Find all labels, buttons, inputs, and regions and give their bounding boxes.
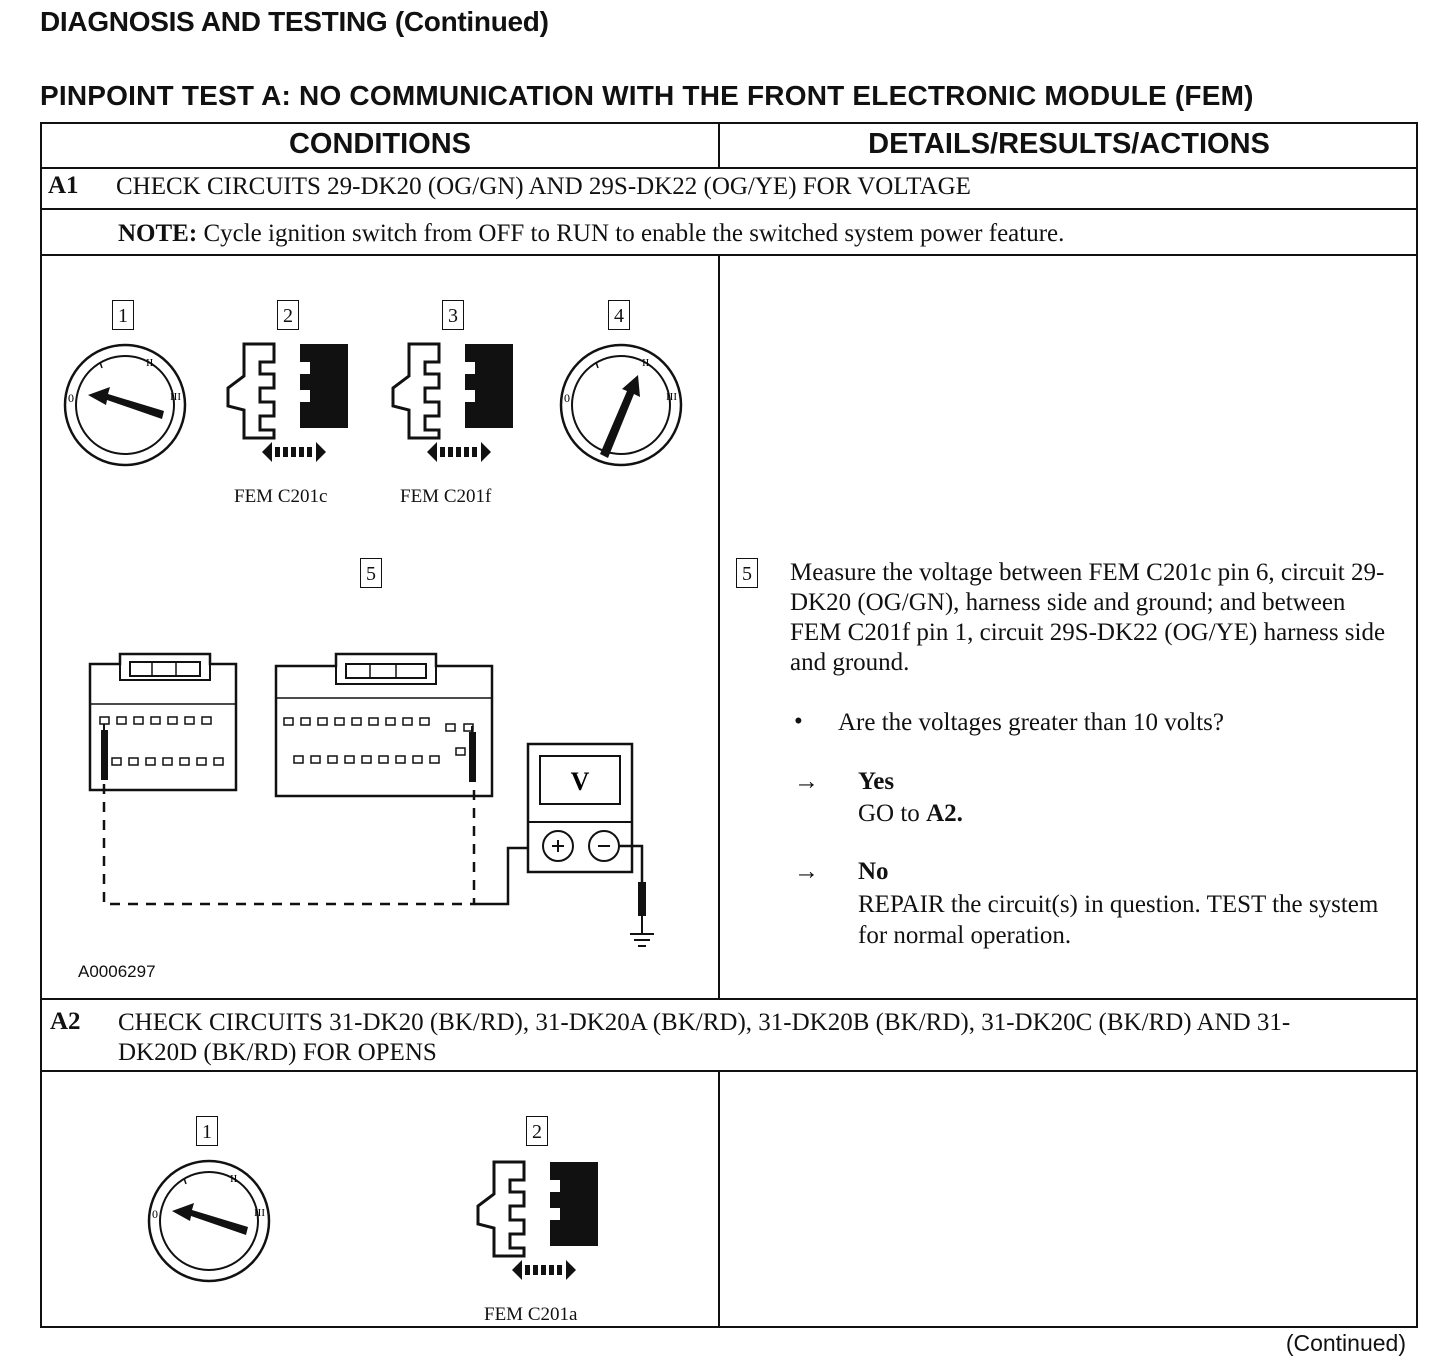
divider	[42, 1070, 1416, 1072]
column-divider	[718, 1070, 720, 1328]
voltmeter-icon	[528, 744, 632, 872]
connector-label-c201f: FEM C201f	[400, 486, 492, 507]
yes-action-target: A2.	[926, 800, 963, 827]
details-header: DETAILS/RESULTS/ACTIONS	[868, 128, 1270, 160]
connector-c201a-icon	[476, 1162, 606, 1287]
step-title-a2: CHECK CIRCUITS 31-DK20 (BK/RD), 31-DK20A (BK/RD), 31-DK20B (BK/RD), 31-DK20C (BK/RD) AND 31-DK20D (BK/RD) FOR OPENS	[118, 1009, 1291, 1066]
bullet: •	[794, 708, 803, 735]
step-number-5: 5	[360, 558, 382, 588]
yes-label: Yes	[858, 768, 895, 795]
column-divider	[718, 124, 720, 167]
svg-text:0: 0	[564, 391, 570, 405]
note-text: Cycle ignition switch from OFF to RUN to enable the switched system power feature.	[197, 220, 1065, 247]
voltmeter-label: V	[570, 767, 590, 796]
note	[118, 220, 1064, 248]
svg-text:0: 0	[68, 391, 74, 405]
svg-text:II: II	[146, 357, 154, 369]
note-label: NOTE:	[118, 220, 198, 247]
measure-instructions: Measure the voltage between FEM C201c pin 6, circuit 29-DK20 (OG/GN), harness side and ground; and between FEM C201f pin 1, circuit 29S-DK22 (OG/YE) harness side and ground.	[790, 559, 1386, 676]
ignition-switch-off-icon	[146, 1158, 272, 1284]
step-number-1: 1	[112, 300, 134, 330]
divider	[42, 208, 1416, 210]
connector-label-c201c: FEM C201c	[234, 486, 328, 507]
column-divider	[718, 254, 720, 998]
svg-text:III: III	[254, 1207, 265, 1219]
ground-icon	[630, 934, 654, 946]
connector-c201c-icon	[226, 344, 356, 469]
detail-step-number-5: 5	[736, 558, 758, 588]
ignition-switch-run-icon	[558, 342, 684, 468]
ignition-switch-off-icon	[62, 342, 188, 468]
connector-c201f-icon	[391, 344, 521, 469]
arrow-yes-icon: →	[794, 768, 819, 795]
continued-footer: (Continued)	[1285, 1330, 1406, 1356]
step-id-a1: A1	[48, 172, 79, 199]
yes-action	[858, 798, 963, 829]
no-label: No	[858, 858, 889, 885]
divider	[42, 998, 1416, 1000]
svg-text:III: III	[666, 391, 677, 403]
page-title: DIAGNOSIS AND TESTING (Continued)	[40, 6, 549, 37]
no-action: REPAIR the circuit(s) in question. TEST the system for normal operation.	[858, 891, 1379, 949]
divider	[42, 254, 1416, 256]
svg-text:II: II	[642, 357, 650, 369]
pinpoint-test-title: PINPOINT TEST A: NO COMMUNICATION WITH THE FRONT ELECTRONIC MODULE (FEM)	[40, 80, 1254, 111]
svg-text:II: II	[230, 1173, 238, 1185]
step-number-2: 2	[277, 300, 299, 330]
yes-action-prefix: GO to	[858, 800, 927, 827]
svg-text:III: III	[170, 391, 181, 403]
connector-c201c-harness	[90, 654, 236, 790]
a2-step-number-2: 2	[526, 1116, 548, 1146]
pinpoint-test-table	[40, 122, 1418, 1328]
figure-id: A0006297	[78, 962, 156, 981]
voltage-measurement-diagram	[72, 644, 702, 964]
step-number-4: 4	[608, 300, 630, 330]
divider	[42, 167, 1416, 169]
conditions-header: CONDITIONS	[288, 128, 472, 160]
step-title-a1: CHECK CIRCUITS 29-DK20 (OG/GN) AND 29S-DK22 (OG/YE) FOR VOLTAGE	[116, 173, 971, 200]
a2-step-number-1: 1	[196, 1116, 218, 1146]
arrow-no-icon: →	[794, 858, 819, 885]
svg-text:0: 0	[152, 1207, 158, 1221]
step-id-a2: A2	[50, 1008, 81, 1035]
question: Are the voltages greater than 10 volts?	[838, 709, 1224, 736]
step-number-3: 3	[442, 300, 464, 330]
connector-label-c201a: FEM C201a	[484, 1304, 578, 1325]
